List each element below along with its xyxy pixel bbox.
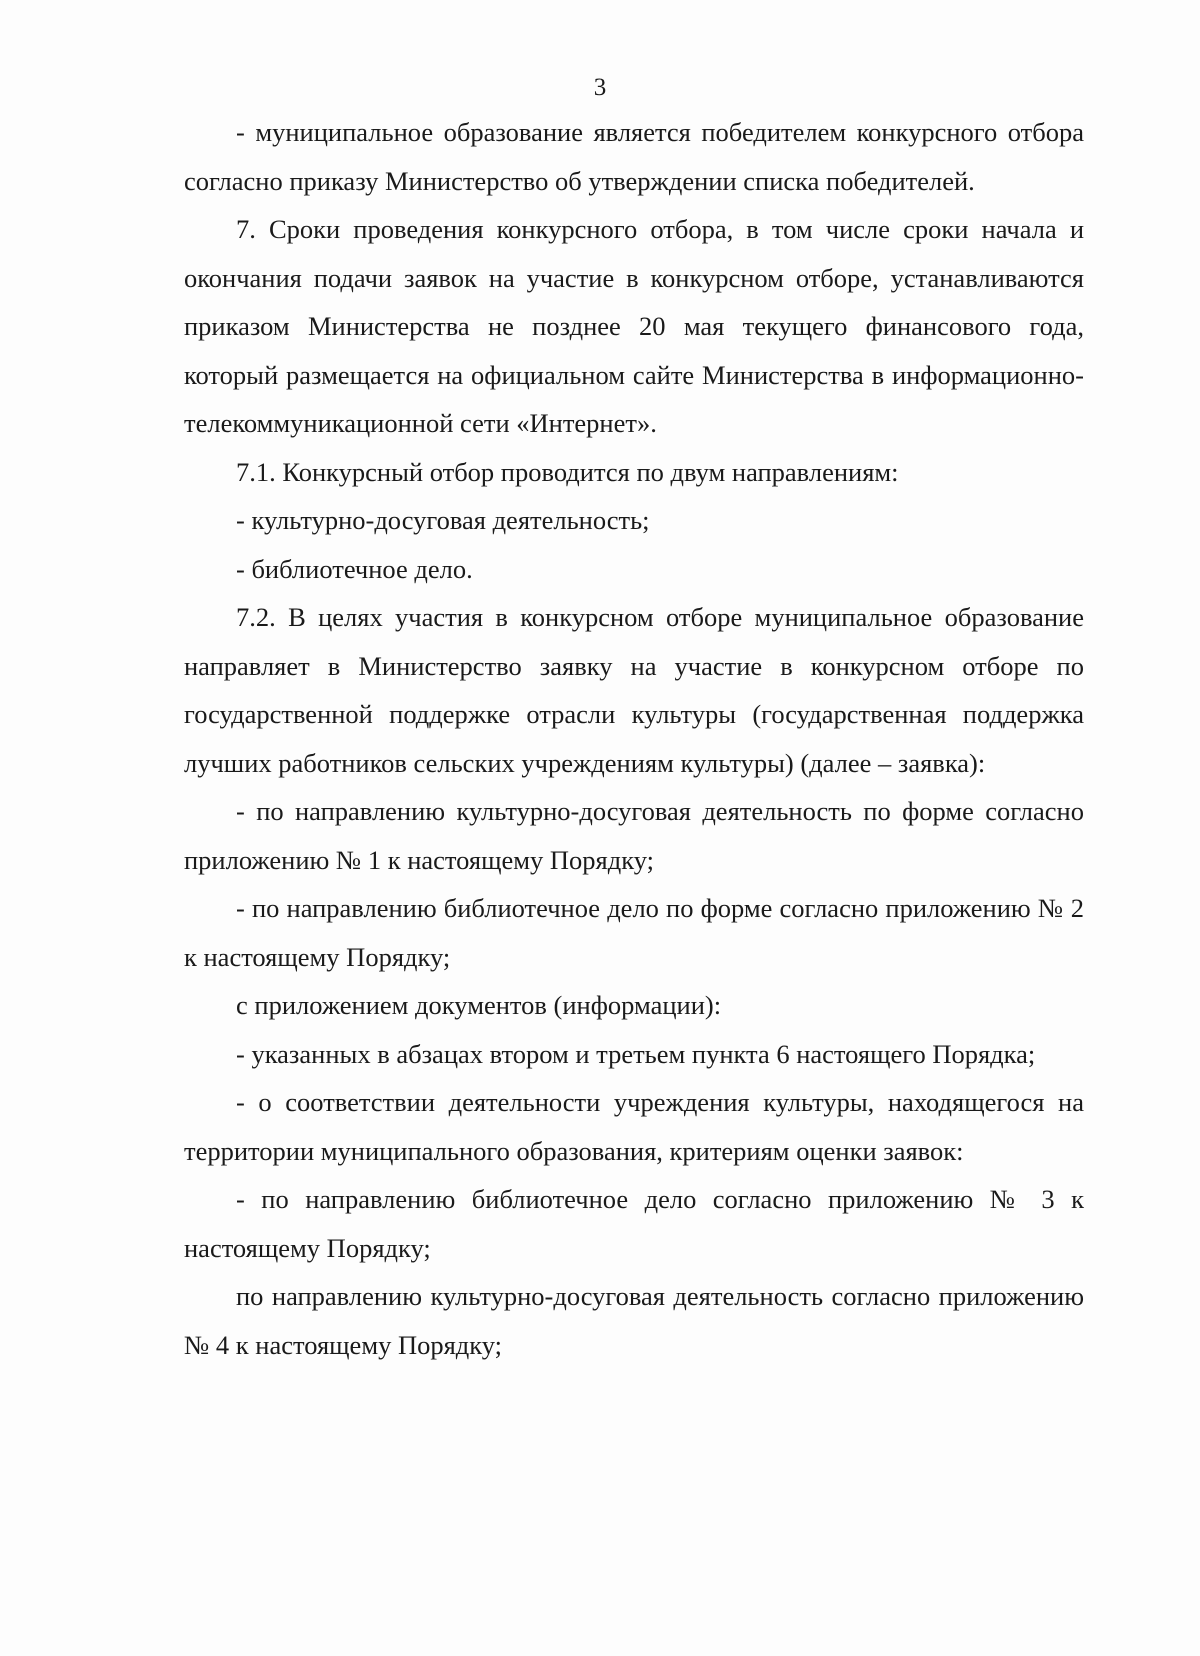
list-item-cultural-leisure: - культурно-досуговая деятельность;: [236, 505, 650, 535]
paragraph-7-terms: 7. Сроки проведения конкурсного отбора, в том числе сроки начала и окончания подачи заявок на участие в конкурсном отборе, устанавливаются приказом Министерства не позднее 20 мая текущего финансового года, который размещается на официальном сайте Министерства в информационно-телекоммуникационной сети «Интернет».: [184, 214, 1084, 438]
paragraph-winner: - муниципальное образование является победителем конкурсного отбора согласно приказу Министерство об утверждении списка победителей.: [184, 117, 1084, 196]
list-item-appendix-1: - по направлению культурно-досуговая деятельность по форме согласно приложению № 1 к настоящему Порядку;: [184, 796, 1084, 875]
list-item-paragraph-6: - указанных в абзацах втором и третьем пункта 6 настоящего Порядка;: [236, 1038, 1036, 1069]
paragraph-7-1: 7.1. Конкурсный отбор проводится по двум направлениям:: [236, 456, 899, 487]
list-item-library: - библиотечное дело.: [236, 553, 473, 584]
list-item-appendix-4: по направлению культурно-досуговая деятельность согласно приложению № 4 к настоящему Порядку;: [184, 1281, 1084, 1360]
paragraph-attachments: с приложением документов (информации):: [236, 990, 722, 1020]
page-number: 3: [593, 74, 607, 101]
list-item-appendix-2: - по направлению библиотечное дело по форме согласно приложению № 2 к настоящему Порядку;: [184, 893, 1084, 972]
list-item-appendix-3: - по направлению библиотечное дело согласно приложению № 3 к настоящему Порядку;: [184, 1184, 1084, 1263]
paragraph-7-2: 7.2. В целях участия в конкурсном отборе муниципальное образование направляет в Министерство заявку на участие в конкурсном отборе по государственной поддержке отрасли культуры (государственная поддержка лучших работников сельских учреждениям культуры) (далее – заявка):: [184, 602, 1084, 778]
list-item-compliance: - о соответствии деятельности учреждения культуры, находящегося на территории муниципального образования, критериям оценки заявок:: [184, 1087, 1084, 1166]
document-body: [184, 108, 1084, 1369]
